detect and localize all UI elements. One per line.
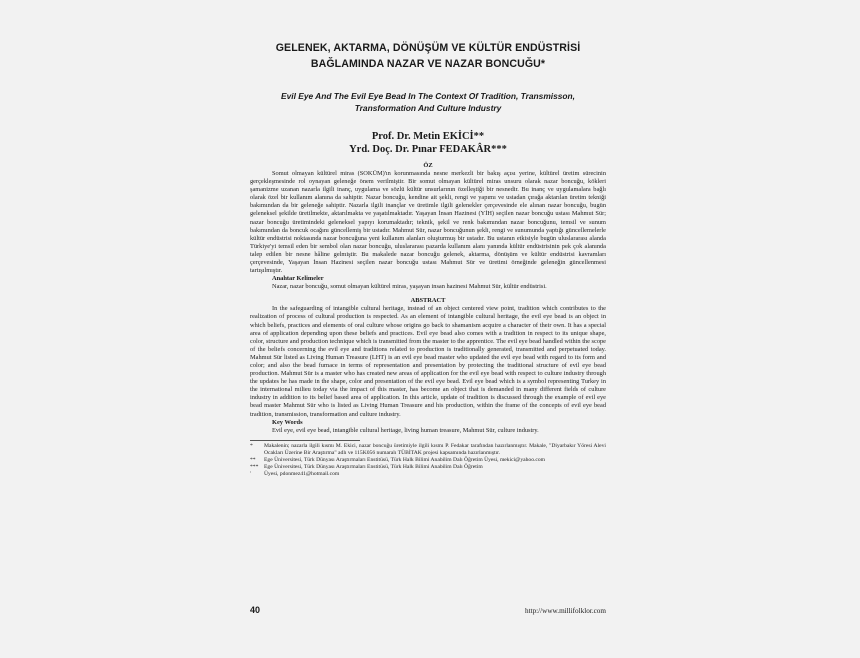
page-number: 40	[250, 605, 261, 615]
page-footer	[250, 605, 606, 615]
subtitle-line-1: Evil Eye And The Evil Eye Bead In The Context Of Tradition, Transmisson,	[281, 91, 575, 101]
oz-paragraph: Somut olmayan kültürel miras (SOKÜM)'ın korunmasında nesne merkezli bir bakış açısı yerine, kültürel üretim sürecinin gerçekleşmesinde rol oynayan geleneğe önem verilmiştir. Bir somut olmayan kültürel miras unsuru olarak nazar boncuğu, kökleri şamanizme uzanan nazarla ilgili inanç, uygulama ve sözlü kültür unsurlarının özelleştiği bir nesnedir. Bu inanç ve uygulamalara bağlı olarak özel bir kullanım alanına da sahiptir. Nazar boncuğu, kendine ait şekli, rengi ve yapımı ve ustadan çırağa aktarılan üretim tekniği bakımından da bir geleneğe sahiptir. Nazarla ilgili inançlar ve üretimle ilgili gelenekler çerçevesinde ele alınan nazar boncuğu, bugün geleneksel şekilde üretilmekte, aktarılmakta ve yaşatılmaktadır. Yaşayan İnsan Hazinesi (YİH) seçilen nazar boncuğu ustası Mahmut Sür; nazar boncuğu üretimindeki geleneksel yapıyı korumaktadır; teknik, şekil ve renk bakımından nazar boncuğunu, temsil ve sunum bakımından da boncuk ocağını güncellemiş bir ustadır. Mahmut Sür, nazar boncuğunun şekli, rengi ve sunumunda yaptığı güncellemelerle kültür endüstrisi noktasında nazar boncuğuna yeni kullanım alanları oluşturmuş bir ustadır. Bu ustanın etkisiyle bugün uluslararası alanda Türkiye'yi temsil eden bir sembol olan nazar boncuğu, uluslararası pazarda kullanım alanı yanında kültür endüstrisinin pek çok alanında talep edilen bir nesne hâline gelmiştir. Bu makalede nazar boncuğu gelenek, aktarma, dönüşüm ve kültür endüstrisi kavramları çerçevesinde, Yaşayan İnsan Hazinesi seçilen nazar boncuğu ustası Mahmut Sür ve üretimi örneğinde geleneğin güncellenmesi tartışılmıştır.	[250, 170, 606, 275]
author-1: Prof. Dr. Metin EKİCİ**	[371, 131, 485, 142]
title-line-1: GELENEK, AKTARMA, DÖNÜŞÜM VE KÜLTÜR ENDÜSTRİSİ	[275, 42, 581, 54]
footnote	[250, 457, 606, 464]
footnotes	[250, 443, 606, 478]
footnote-mark: '	[250, 471, 252, 478]
footnote	[250, 443, 606, 457]
keywords-text-tr: Nazar, nazar boncuğu, somut olmayan kültürel miras, yaşayan insan hazinesi Mahmut Sür, kültür endüstrisi.	[272, 283, 547, 291]
footnote-text: Ege Üniversitesi, Türk Dünyası Araştırmaları Enstitüsü, Türk Halk Bilimi Anabilim Dalı Öğretim Üyesi, mekici@yahoo.com	[264, 456, 546, 463]
footnote-text: Ege Üniversitesi, Türk Dünyası Araştırmaları Enstitüsü, Türk Halk Bilimi Anabilim Dalı Öğretim	[264, 464, 483, 470]
author-list	[250, 130, 606, 156]
footnote-mark: **	[250, 456, 256, 463]
oz-heading: ÖZ	[423, 162, 433, 169]
author-2: Yrd. Doç. Dr. Pınar FEDAKÂR***	[349, 144, 507, 155]
title-line-2: BAĞLAMINDA NAZAR VE NAZAR BONCUĞU*	[310, 58, 546, 70]
footnote-mark: ***	[250, 464, 259, 470]
footnote-mark: *	[250, 442, 253, 449]
keywords-heading-tr: Anahtar Kelimeler	[272, 275, 324, 283]
footnote	[250, 471, 606, 478]
article-content	[250, 40, 606, 478]
subtitle-line-2: Transformation And Culture Industry	[354, 103, 502, 113]
abstract-paragraph: In the safeguarding of intangible cultural heritage, instead of an object centered view point, tradition which contributes to the realization of process of cultural production is respected. As an element of intangible cultural heritage, the evil eye bead is an object in which beliefs, practices and elements of oral culture whose origins go back to shamanism acquire a character of their own. It has a special area of application depending upon these beliefs and practices. Evil eye bead also comes with a tradition in respect to its unique shape, color, structure and production technique which is transmitted from the master to the apprentice. The evil eye bead handled within the scope of the beliefs concerning the evil eye and traditions related to production is traditionally generated, transmitted and perpetuated today. Mahmut Sür listed as Living Human Treasure (LHT) is an evil eye bead master who updated the evil eye bead with regard to its form and color; and also the bead furnace in terms of representation and presentation by protecting the traditional structure of evil eye bead production. Mahmut Sür is a master who has created new areas of application for the evil eye bead with respect to culture industry through the updates he has made in the shape, color and presentation of the evil eye bead. Evil eye bead which is a symbol representing Turkey in the international milieu today via the impact of this master, has become an object that is demanded in many different fields of culture industry in addition to its belief based area of application. In this article, update of tradition is discussed through the example of evil eye bead master Mahmut Sür who is listed as Living Human Treasure and his production, within the frame of the concepts of evil eye bead tradition, transmission, transformation and culture industry.	[250, 305, 606, 418]
keywords-text-en: Evil eye, evil eye bead, intangible cultural heritage, living human treasure, Mahmut Sür, culture industry.	[272, 426, 539, 434]
journal-url: http://www.millifolklor.com	[525, 607, 606, 615]
article-subtitle	[250, 90, 606, 114]
footnote-divider	[250, 440, 360, 441]
footnote-text: Üyesi, pdonmez41@hotmail.com	[264, 471, 340, 478]
keywords-heading-en: Key Words	[272, 418, 303, 426]
footnote-text: Makalenin; nazarla ilgili kısmı M. Ekici, nazar boncuğu üretimiyle ilgili kısmı P. Fedakar tarafından hazırlanmıştır. Makale, "Diyarbakır Yöresi Alevi Ocakları Üzerine Bir Araştırma" adlı ve 115K056 numaralı TÜBİTAK projesi kapsamında hazırlanmıştır.	[264, 442, 606, 456]
article-title	[250, 40, 606, 72]
abstract-heading: ABSTRACT	[410, 297, 446, 305]
